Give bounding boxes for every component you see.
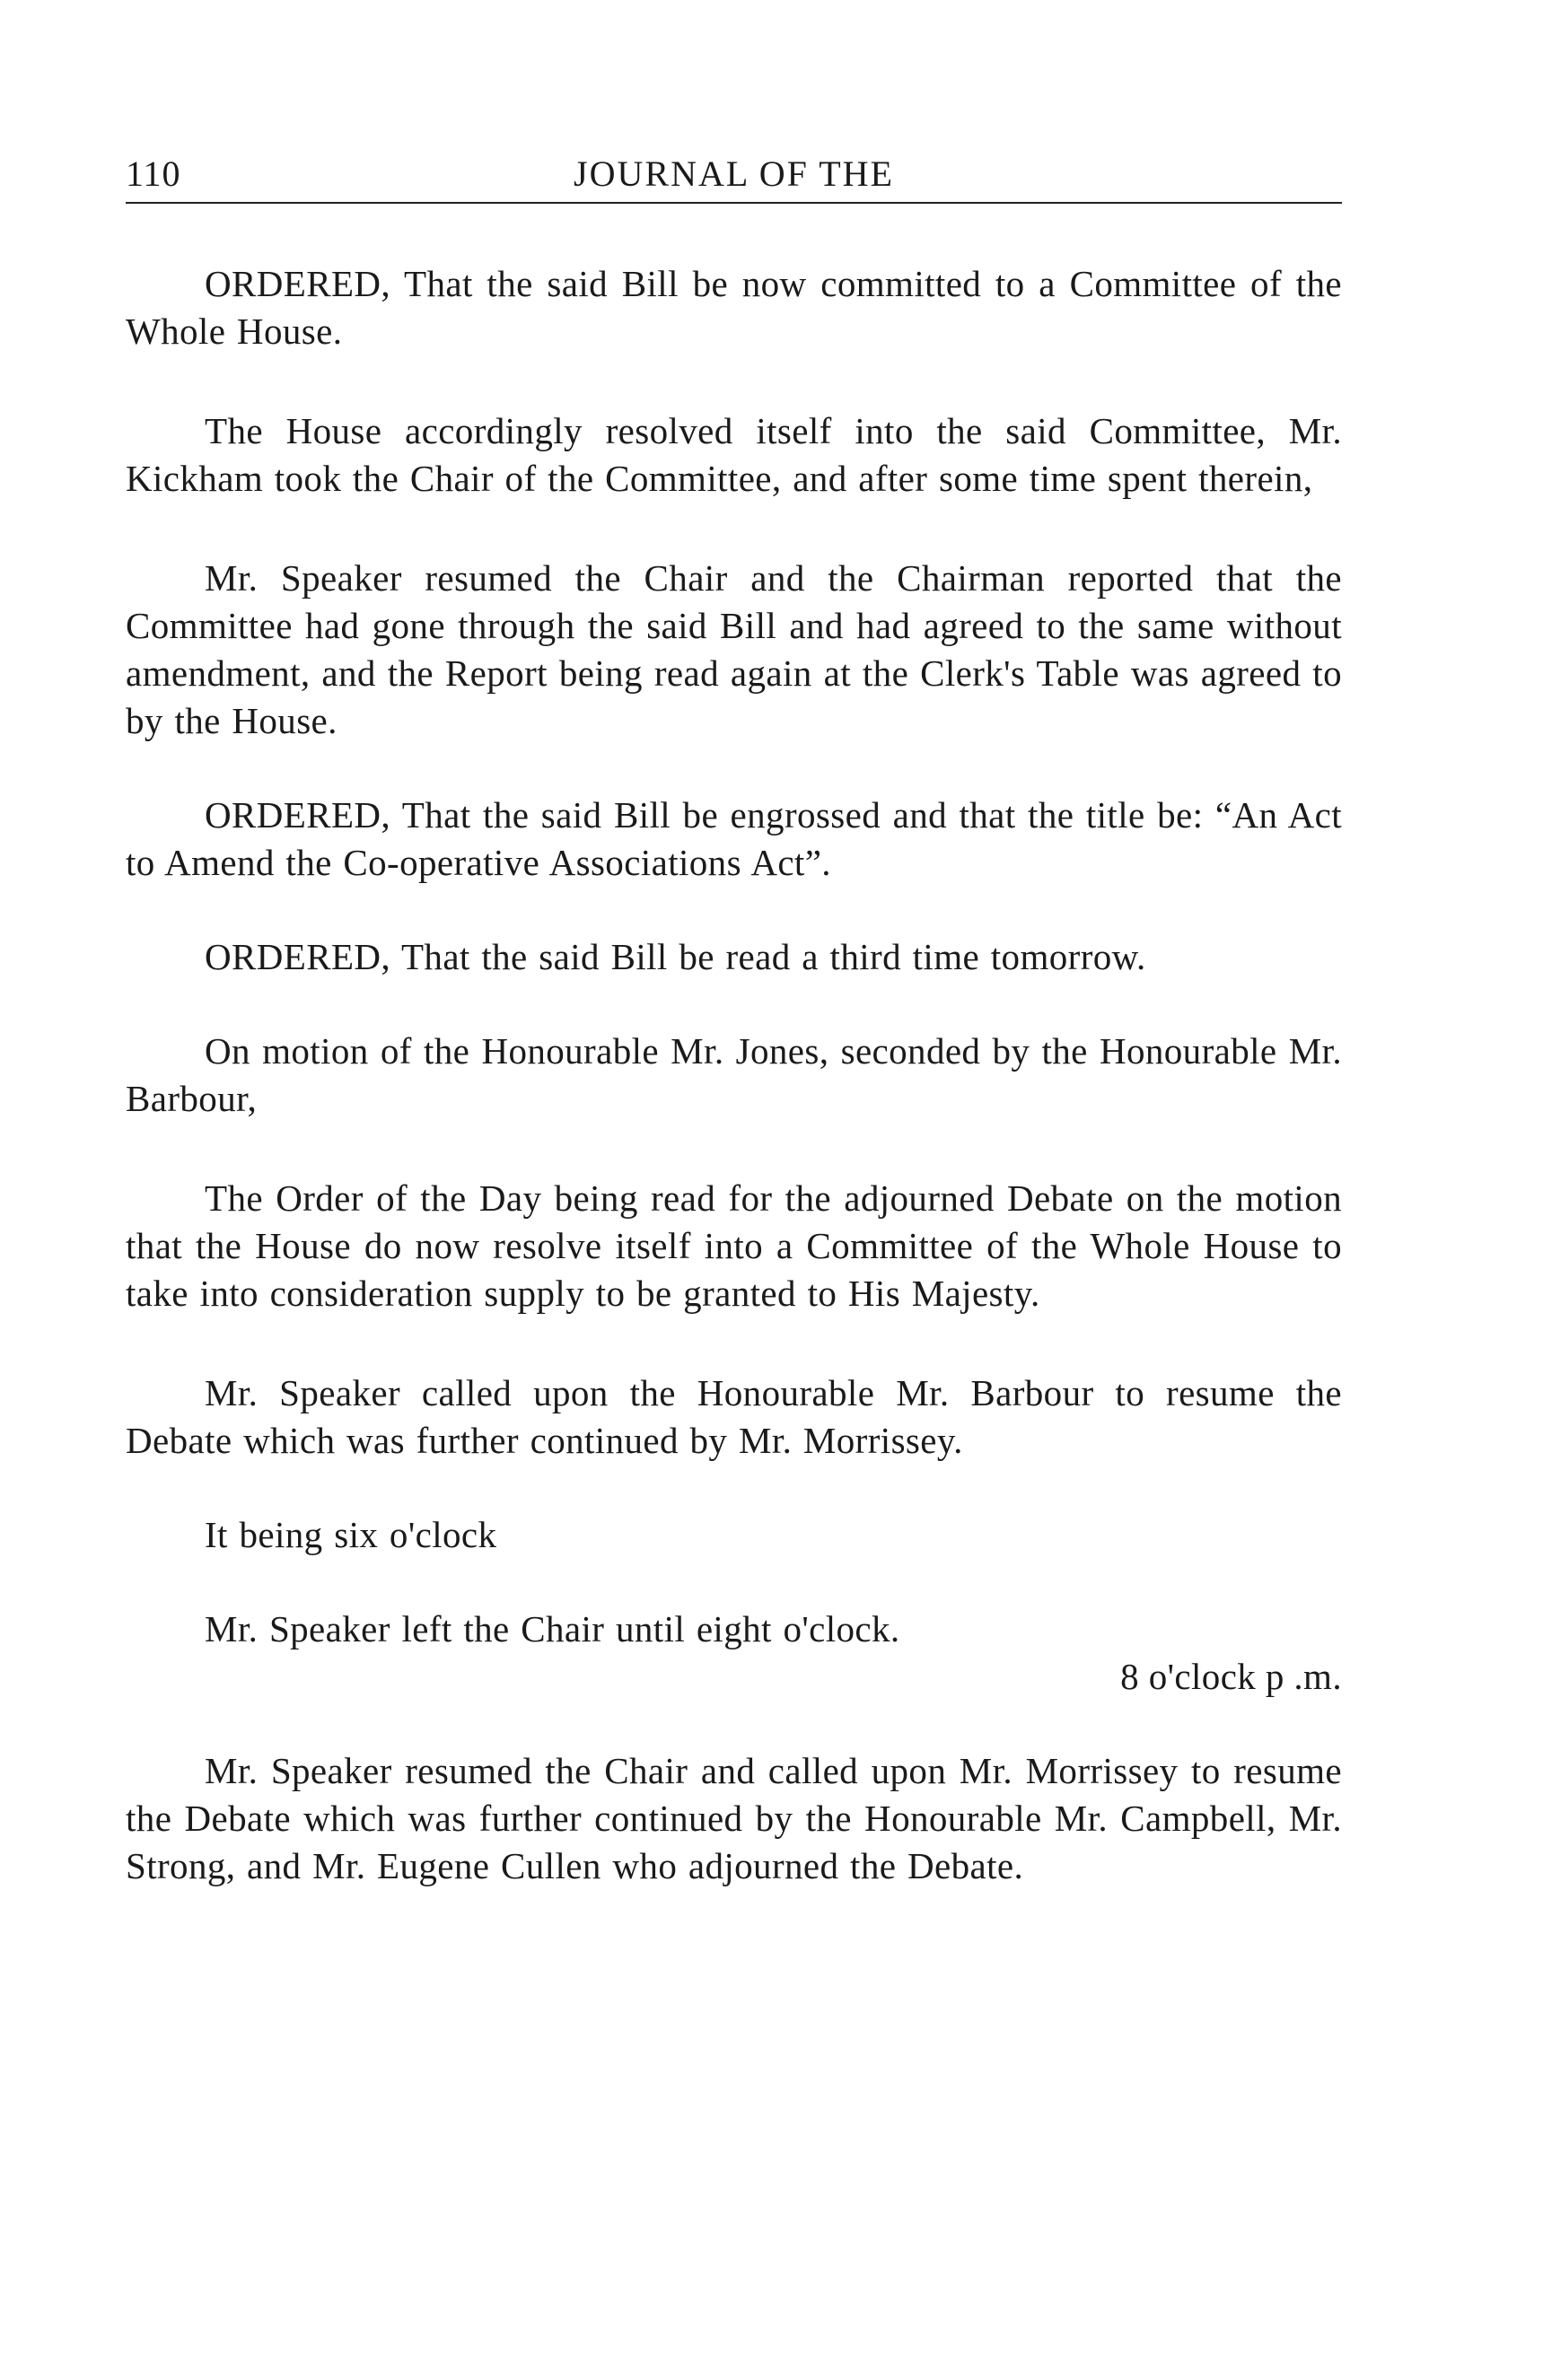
paragraph-ordered-engrossed: ORDERED, That the said Bill be engrossed and that the title be: “An Act to Amend the Co-operative Associations Act”. (126, 794, 1342, 883)
paragraph-six-oclock: It being six o'clock (205, 1514, 497, 1555)
page-number: 110 (126, 153, 181, 194)
paragraph-ordered-third-reading: ORDERED, That the said Bill be read a third time tomorrow. (205, 936, 1146, 977)
paragraph-debate-adjourned: Mr. Speaker resumed the Chair and called upon Mr. Morrissey to resume the Debate which was further continued by the Honourable Mr. Campbell, Mr. Strong, and Mr. Eugene Cullen who adjourned the Debate. (126, 1750, 1342, 1886)
header-rule (126, 202, 1342, 204)
journal-body (126, 260, 1342, 1890)
page-header (126, 153, 1342, 206)
time-marker: 8 o'clock p .m. (1120, 1656, 1342, 1697)
paragraph-debate-barbour: Mr. Speaker called upon the Honourable Mr. Barbour to resume the Debate which was further continued by Mr. Morrissey. (126, 1372, 1342, 1461)
paragraph-committee-resolved: The House accordingly resolved itself into the said Committee, Mr. Kickham took the Chair of the Committee, and after some time spent therein, (126, 410, 1342, 499)
running-title: JOURNAL OF THE (574, 153, 894, 194)
paragraph-speaker-left-chair: Mr. Speaker left the Chair until eight o'clock. (205, 1608, 900, 1649)
paragraph-motion-jones: On motion of the Honourable Mr. Jones, seconded by the Honourable Mr. Barbour, (126, 1030, 1342, 1119)
paragraph-order-of-the-day: The Order of the Day being read for the adjourned Debate on the motion that the House do now resolve itself into a Committee of the Whole House to take into consideration supply to be granted to His Majesty. (126, 1177, 1342, 1314)
paragraph-speaker-resumed: Mr. Speaker resumed the Chair and the Chairman reported that the Committee had gone through the said Bill and had agreed to the same without amendment, and the Report being read again at the Clerk's Table was agreed to by the House. (126, 557, 1342, 741)
paragraph-ordered-committed: ORDERED, That the said Bill be now committed to a Committee of the Whole House. (126, 263, 1342, 352)
